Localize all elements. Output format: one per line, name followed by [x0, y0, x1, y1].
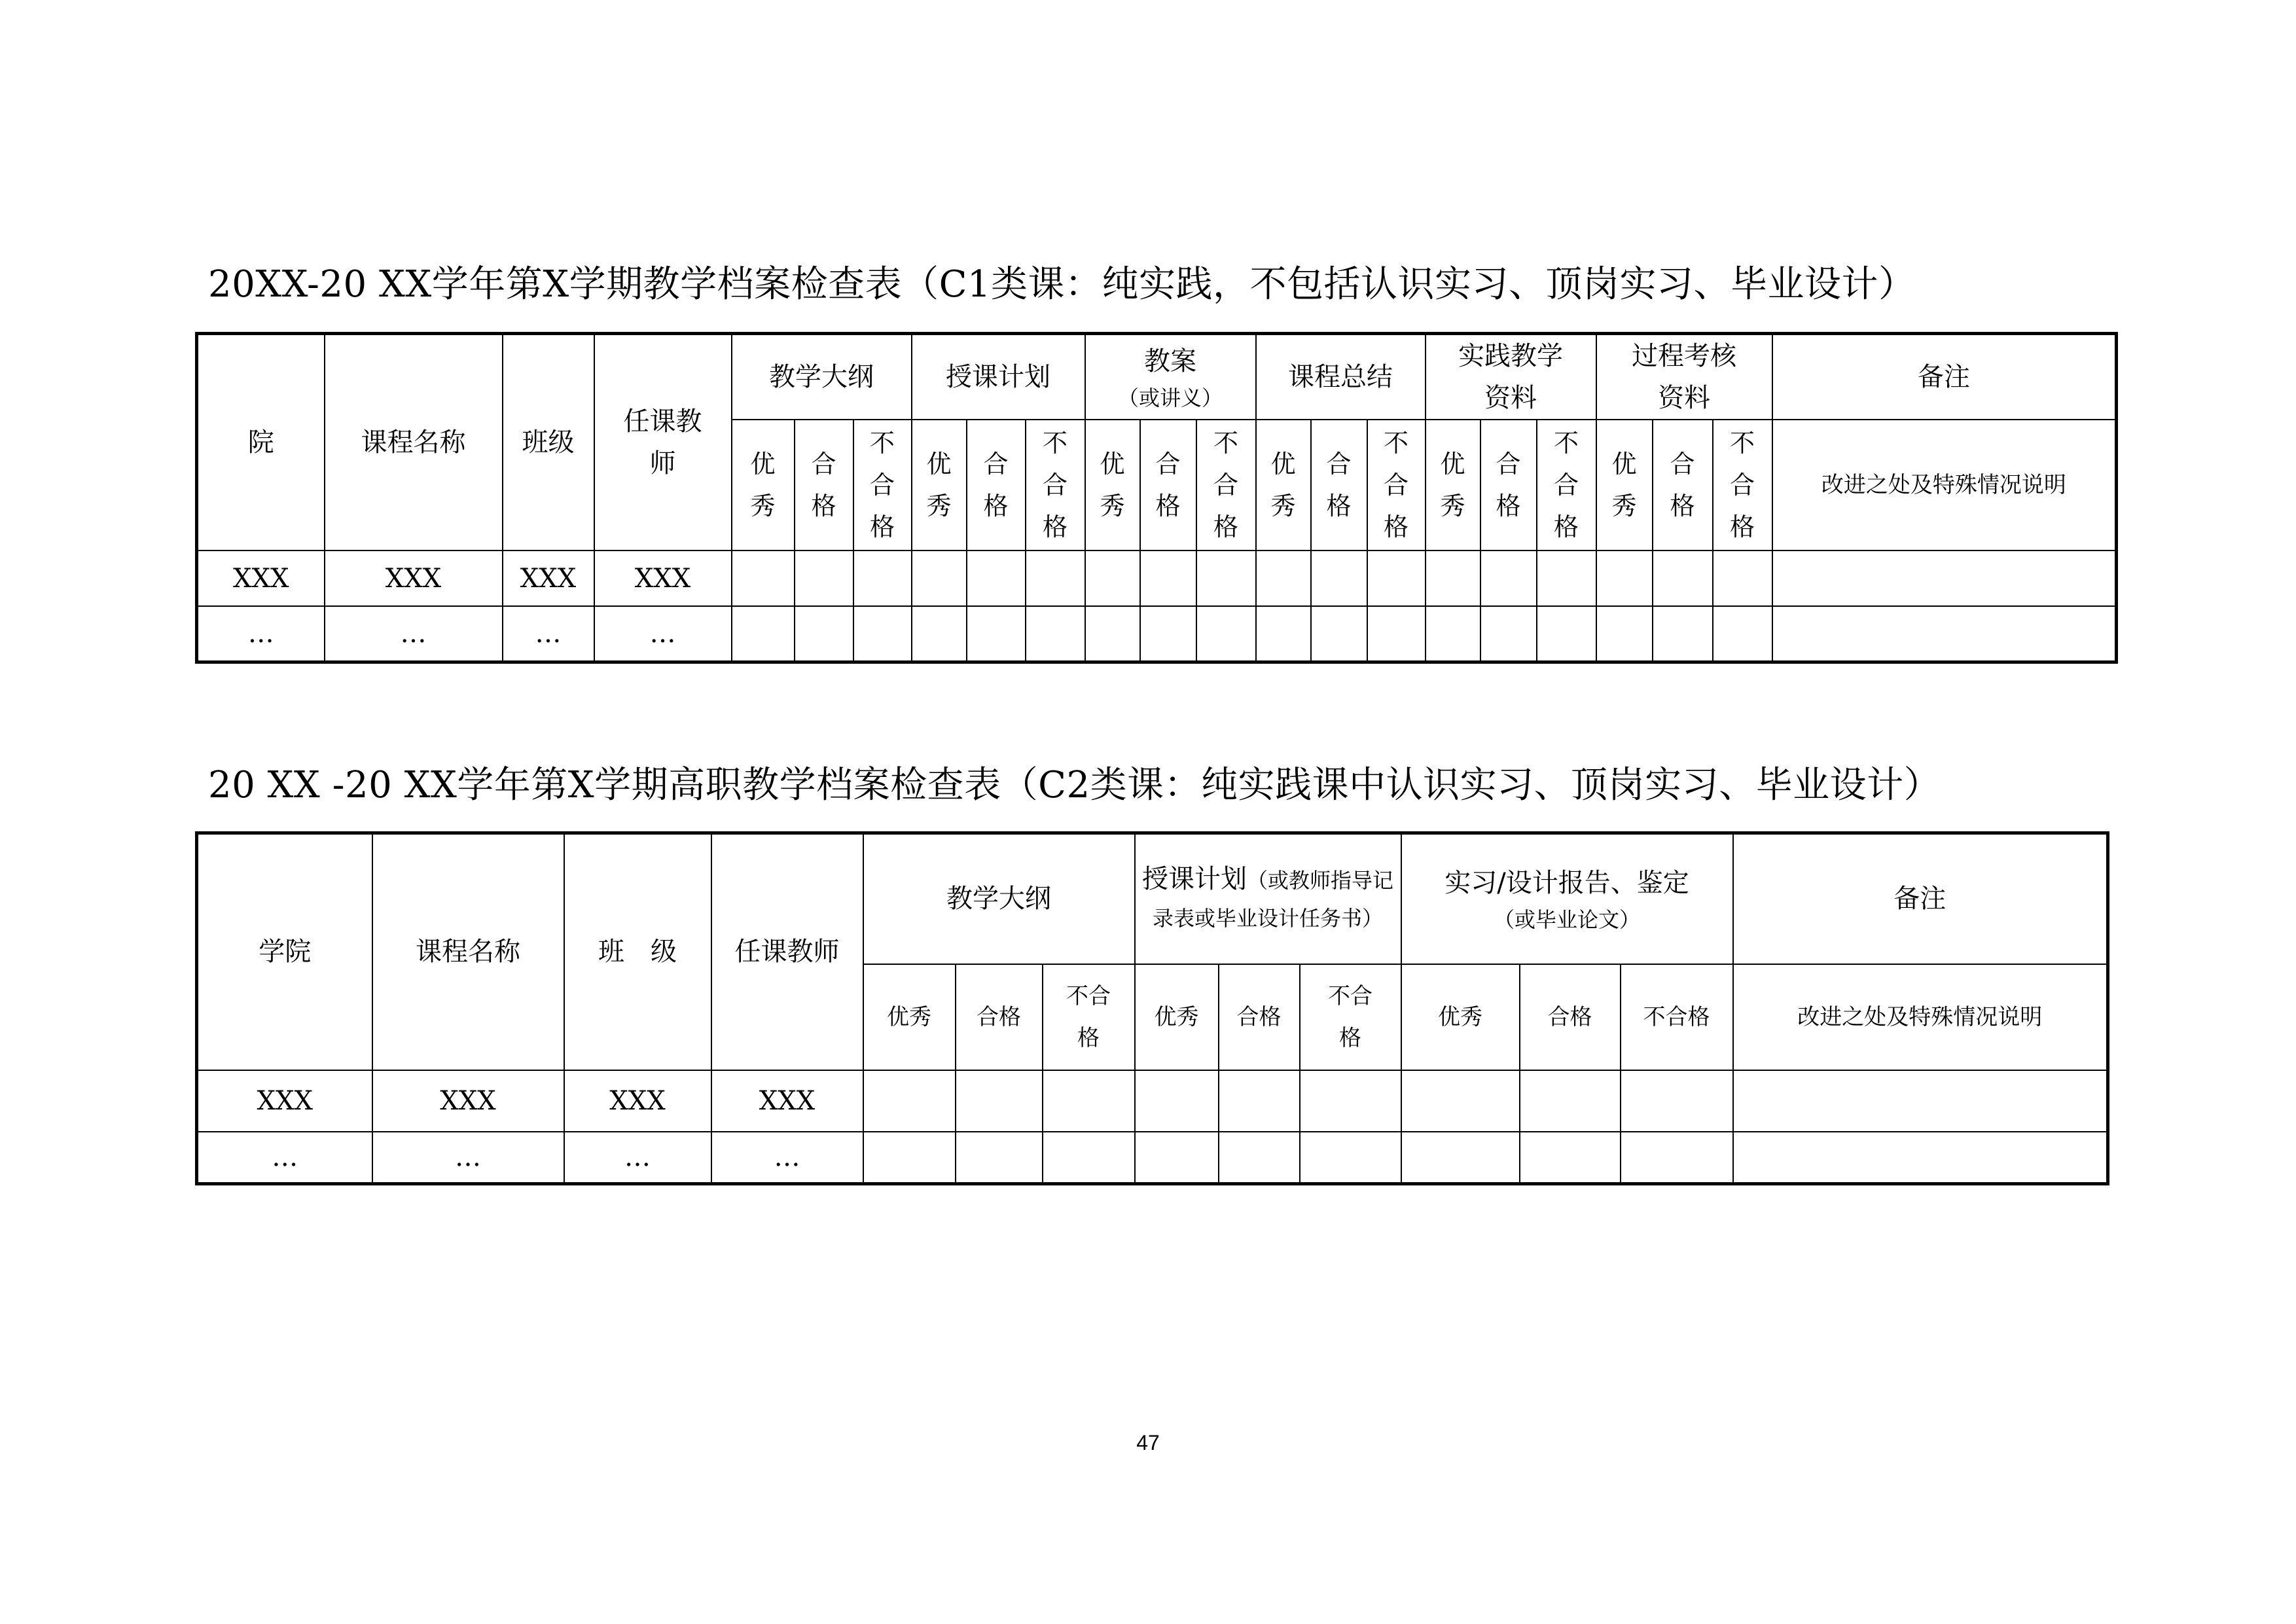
table-row — [197, 550, 2117, 606]
t1-cell-empty[interactable] — [1367, 550, 1426, 606]
t2-cell-course-name: … — [372, 1132, 564, 1184]
t1-cell-empty[interactable] — [1537, 550, 1596, 606]
t1-cell-empty[interactable] — [1480, 606, 1537, 662]
t2-header-syllabus: 教学大纲 — [863, 833, 1135, 964]
t2-header-teaching-plan — [1135, 833, 1401, 964]
table2-title: 20 XX -20 XX学年第X学期高职教学档案检查表（C2类课：纯实践课中认识实习、顶岗实习、毕业设计） — [208, 764, 1941, 806]
t1-cell-empty[interactable] — [1596, 606, 1653, 662]
t1-grade-fail: 不合格 — [1026, 420, 1085, 550]
t1-grade-pass: 合格 — [1480, 420, 1537, 550]
t1-cell-empty[interactable] — [795, 606, 853, 662]
t1-cell-empty[interactable] — [912, 606, 967, 662]
t2-cell-teacher: XXX — [711, 1070, 863, 1132]
t2-report-note: （或毕业论文） — [1494, 907, 1641, 933]
t1-cell-empty[interactable] — [1480, 550, 1537, 606]
t2-cell-empty[interactable] — [956, 1132, 1043, 1184]
t1-header-remarks: 备注 — [1772, 334, 2117, 420]
t1-cell-college: … — [197, 606, 325, 662]
t1-cell-empty[interactable] — [1596, 550, 1653, 606]
t2-header-remarks: 备注 — [1733, 833, 2108, 964]
t2-cell-empty[interactable] — [1621, 1132, 1733, 1184]
t2-grade-fail: 不合格 — [1300, 964, 1401, 1070]
t2-cell-course-name: XXX — [372, 1070, 564, 1132]
t1-grade-excellent: 优秀 — [1426, 420, 1480, 550]
t2-grade-pass: 合格 — [956, 964, 1043, 1070]
t1-cell-empty[interactable] — [967, 606, 1026, 662]
t2-cell-empty[interactable] — [1300, 1070, 1401, 1132]
t2-grade-excellent: 优秀 — [1401, 964, 1520, 1070]
t2-cell-empty[interactable] — [1043, 1070, 1135, 1132]
t1-grade-pass: 合格 — [1140, 420, 1196, 550]
t2-grade-fail: 不合格 — [1621, 964, 1733, 1070]
t1-grade-excellent: 优秀 — [732, 420, 795, 550]
t1-grade-pass: 合格 — [795, 420, 853, 550]
t2-header-course-name: 课程名称 — [372, 833, 564, 1070]
t2-cell-empty[interactable] — [863, 1132, 956, 1184]
t1-grade-pass: 合格 — [967, 420, 1026, 550]
t2-header-college: 学院 — [197, 833, 372, 1070]
t1-grade-fail: 不合格 — [1713, 420, 1772, 550]
t1-header-practice-materials — [1426, 334, 1596, 420]
t2-grade-fail: 不合格 — [1043, 964, 1135, 1070]
t2-cell-empty[interactable] — [1520, 1070, 1621, 1132]
t2-report-label: 实习/设计报告、鉴定 — [1444, 868, 1689, 899]
t1-cell-empty[interactable] — [795, 550, 853, 606]
t1-cell-class: … — [503, 606, 594, 662]
t2-cell-empty[interactable] — [1043, 1132, 1135, 1184]
t1-header-course-name: 课程名称 — [325, 334, 503, 551]
t1-cell-remarks[interactable] — [1772, 606, 2117, 662]
t2-cell-empty[interactable] — [1621, 1070, 1733, 1132]
t1-cell-empty[interactable] — [1311, 606, 1367, 662]
t1-cell-empty[interactable] — [912, 550, 967, 606]
t2-cell-empty[interactable] — [1300, 1132, 1401, 1184]
t2-cell-empty[interactable] — [1135, 1132, 1219, 1184]
t2-header-teacher: 任课教师 — [711, 833, 863, 1070]
page-number: 47 — [1136, 1431, 1160, 1454]
t1-cell-teacher: … — [594, 606, 732, 662]
t1-cell-course-name: XXX — [325, 550, 503, 606]
t1-cell-empty[interactable] — [1256, 550, 1311, 606]
t1-cell-empty[interactable] — [1426, 606, 1480, 662]
table2-inspection-sheet — [195, 831, 2109, 1185]
t1-grade-pass: 合格 — [1653, 420, 1713, 550]
t2-cell-empty[interactable] — [1520, 1132, 1621, 1184]
t2-grade-excellent: 优秀 — [863, 964, 956, 1070]
t2-grade-pass: 合格 — [1219, 964, 1300, 1070]
t1-lesson-plan-label: 教案 — [1144, 346, 1196, 376]
t2-cell-college: XXX — [197, 1070, 372, 1132]
t2-cell-college: … — [197, 1132, 372, 1184]
t1-cell-empty[interactable] — [1367, 606, 1426, 662]
t2-cell-class: … — [564, 1132, 711, 1184]
t1-grade-fail: 不合格 — [853, 420, 912, 550]
t1-grade-excellent: 优秀 — [1256, 420, 1311, 550]
t1-cell-empty[interactable] — [1713, 606, 1772, 662]
table-row — [197, 606, 2117, 662]
t1-grade-excellent: 优秀 — [1596, 420, 1653, 550]
t1-cell-college: XXX — [197, 550, 325, 606]
t2-grade-pass: 合格 — [1520, 964, 1621, 1070]
t1-grade-fail: 不合格 — [1196, 420, 1256, 550]
t2-cell-remarks[interactable] — [1733, 1132, 2108, 1184]
t1-header-course-summary: 课程总结 — [1256, 334, 1426, 420]
t1-cell-empty[interactable] — [1653, 550, 1713, 606]
t2-header-remarks-sub: 改进之处及特殊情况说明 — [1733, 964, 2108, 1070]
t1-header-teacher — [594, 334, 732, 551]
t1-header-teaching-plan: 授课计划 — [912, 334, 1085, 420]
t2-header-class: 班 级 — [564, 833, 711, 1070]
t2-cell-empty[interactable] — [1219, 1070, 1300, 1132]
t1-header-college: 院 — [197, 334, 325, 551]
t1-cell-empty[interactable] — [732, 550, 795, 606]
table1-inspection-sheet — [195, 332, 2118, 664]
t1-cell-teacher: XXX — [594, 550, 732, 606]
t1-cell-course-name: … — [325, 606, 503, 662]
t1-cell-empty[interactable] — [1653, 606, 1713, 662]
t1-grade-pass: 合格 — [1311, 420, 1367, 550]
t1-cell-empty[interactable] — [1537, 606, 1596, 662]
t1-cell-empty[interactable] — [1311, 550, 1367, 606]
t1-cell-empty[interactable] — [1196, 606, 1256, 662]
t1-grade-fail: 不合格 — [1537, 420, 1596, 550]
t1-cell-empty[interactable] — [1256, 606, 1311, 662]
t1-cell-empty[interactable] — [1026, 550, 1085, 606]
t1-cell-empty[interactable] — [732, 606, 795, 662]
t1-header-process-assessment — [1596, 334, 1772, 420]
t1-cell-empty[interactable] — [1426, 550, 1480, 606]
t1-lesson-plan-note: （或讲义） — [1118, 386, 1223, 410]
table1-title: 20XX-20 XX学年第X学期教学档案检查表（C1类课：纯实践，不包括认识实习、顶岗实习、毕业设计） — [208, 263, 1916, 306]
t1-cell-empty[interactable] — [967, 550, 1026, 606]
t2-teaching-plan-note: （或教师指导记录表或毕业设计任务书） — [1153, 868, 1394, 931]
t1-cell-empty[interactable] — [853, 606, 912, 662]
t1-cell-empty[interactable] — [853, 550, 912, 606]
t2-cell-empty[interactable] — [1401, 1132, 1520, 1184]
t2-cell-remarks[interactable] — [1733, 1070, 2108, 1132]
t2-cell-empty[interactable] — [1401, 1070, 1520, 1132]
t2-cell-empty[interactable] — [863, 1070, 956, 1132]
t1-grade-fail: 不合格 — [1367, 420, 1426, 550]
t2-teaching-plan-label: 授课计划 — [1142, 864, 1247, 895]
t1-cell-empty[interactable] — [1140, 550, 1196, 606]
t2-cell-empty[interactable] — [1219, 1132, 1300, 1184]
t1-header-lesson-plan — [1085, 334, 1256, 420]
t1-header-teacher-label: 任课教师 — [623, 406, 702, 478]
t1-practice-materials-label: 实践教学资料 — [1458, 341, 1564, 413]
t1-header-syllabus: 教学大纲 — [732, 334, 912, 420]
t2-cell-teacher: … — [711, 1132, 863, 1184]
t2-header-report — [1401, 833, 1733, 964]
t1-cell-empty[interactable] — [1085, 606, 1140, 662]
t1-cell-empty[interactable] — [1713, 550, 1772, 606]
t1-header-class: 班级 — [503, 334, 594, 551]
t1-cell-empty[interactable] — [1196, 550, 1256, 606]
t2-cell-empty[interactable] — [1135, 1070, 1219, 1132]
table-row — [197, 1070, 2108, 1132]
t2-grade-excellent: 优秀 — [1135, 964, 1219, 1070]
t2-cell-empty[interactable] — [956, 1070, 1043, 1132]
t1-grade-excellent: 优秀 — [1085, 420, 1140, 550]
t1-cell-empty[interactable] — [1085, 550, 1140, 606]
table-row — [197, 1132, 2108, 1184]
t1-cell-remarks[interactable] — [1772, 550, 2117, 606]
t2-cell-class: XXX — [564, 1070, 711, 1132]
t1-process-assessment-label: 过程考核资料 — [1632, 341, 1737, 413]
t1-grade-excellent: 优秀 — [912, 420, 967, 550]
t1-header-remarks-sub: 改进之处及特殊情况说明 — [1772, 420, 2117, 550]
t1-cell-class: XXX — [503, 550, 594, 606]
t1-cell-empty[interactable] — [1026, 606, 1085, 662]
t1-cell-empty[interactable] — [1140, 606, 1196, 662]
